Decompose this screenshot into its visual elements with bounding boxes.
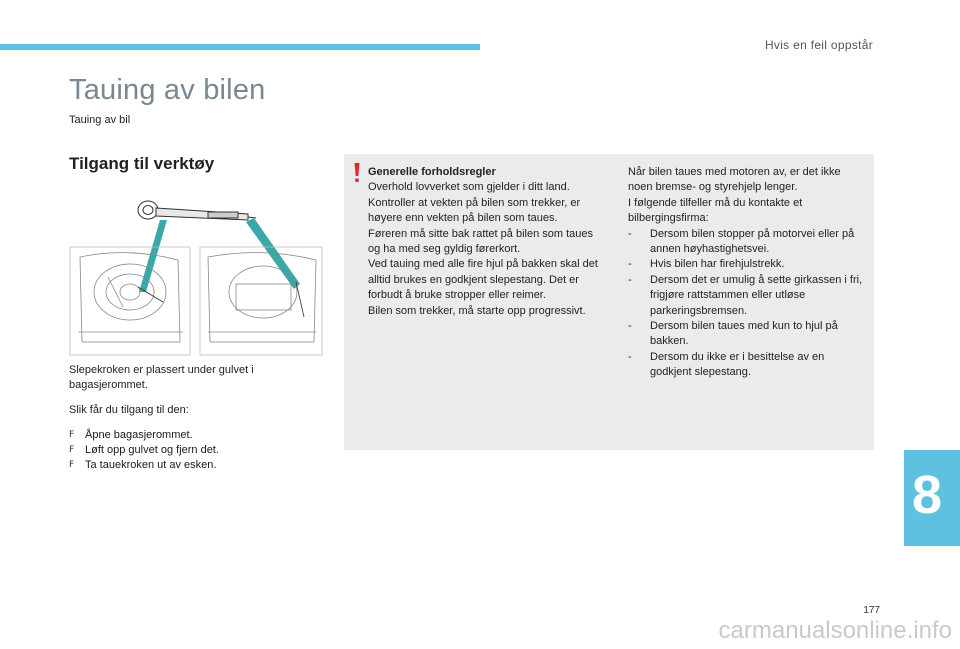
warning-line: Ved tauing med alle fire hjul på bakken skal det alltid brukes en godkjent slepestang. Det er forbudt å bruke stropper eller reimer. [368, 258, 598, 302]
step-marker: F [69, 445, 75, 455]
list-item [628, 227, 864, 258]
warning-title: Generelle forholdsregler [368, 166, 496, 178]
towing-info-column [628, 165, 864, 381]
trunk-right-drawing [200, 247, 322, 355]
list-dash: - [628, 273, 632, 286]
tow-hook-drawing [138, 201, 256, 220]
list-text: Dersom bilen stopper på motorvei eller på annen høyhastighetsvei. [650, 227, 855, 256]
step-text: Løft opp gulvet og fjern det. [85, 444, 219, 456]
exclamation-icon [353, 163, 361, 183]
step-text: Åpne bagasjerommet. [85, 429, 193, 441]
access-paragraph: Slik får du tilgang til den: [69, 404, 189, 416]
header-accent-bar [0, 44, 480, 50]
list-text: Dersom det er umulig å sette girkassen i fri, frigjøre rattstammen eller utløse parkeringsbremsen. [650, 273, 863, 317]
list-dash: - [628, 350, 632, 363]
section-heading: Tilgang til verktøy [69, 154, 215, 173]
list-item [628, 257, 864, 272]
list-item [69, 428, 219, 443]
list-item [628, 319, 864, 350]
location-paragraph: Slepekroken er plassert under gulvet i bagasjerommet. [69, 364, 254, 391]
list-text: Dersom bilen taues med kun to hjul på bakken. [650, 320, 838, 348]
list-item [69, 443, 219, 458]
step-marker: F [69, 430, 75, 440]
step-text: Ta tauekroken ut av esken. [85, 459, 217, 471]
list-text: Dersom du ikke er i besittelse av en godkjent slepestang. [650, 350, 825, 379]
step-marker: F [69, 460, 75, 470]
warning-line: Kontroller at vekten på bilen som trekker, er høyere enn vekten på bilen som taues. [368, 196, 581, 225]
towing-cases-list [628, 227, 864, 381]
warning-line: Bilen som trekker, må starte opp progressivt. [368, 304, 586, 317]
list-item [69, 458, 219, 473]
watermark: carmanualsonline.info [718, 617, 952, 644]
list-dash: - [628, 258, 632, 271]
chapter-tab [904, 450, 960, 546]
towing-intro-2: I følgende tilfeller må du kontakte et bilbergingsfirma: [628, 196, 803, 225]
access-steps-list [69, 428, 219, 473]
towing-intro: Når bilen taues med motoren av, er det ikke noen bremse- og styrehjelp lenger. [628, 166, 841, 194]
page-title: Tauing av bilen [69, 74, 266, 106]
page-subtitle: Tauing av bil [69, 114, 131, 126]
list-dash: - [628, 227, 632, 240]
chapter-number: 8 [912, 465, 943, 525]
section-header: Hvis en feil oppstår [764, 38, 873, 52]
list-item [628, 273, 864, 319]
callout-left [139, 220, 167, 292]
page-number: 177 [863, 605, 880, 616]
warning-line: Overhold lovverket som gjelder i ditt land. [368, 181, 570, 194]
list-text: Hvis bilen har firehjulstrekk. [650, 258, 785, 271]
trunk-tow-hook-illustration [68, 192, 323, 357]
list-item [628, 350, 864, 381]
warning-line: Føreren må sitte bak rattet på bilen som taues og ha med seg gyldig førerkort. [368, 227, 593, 256]
list-dash: - [628, 320, 632, 333]
trunk-left-drawing [70, 247, 190, 355]
warning-column [368, 165, 608, 319]
